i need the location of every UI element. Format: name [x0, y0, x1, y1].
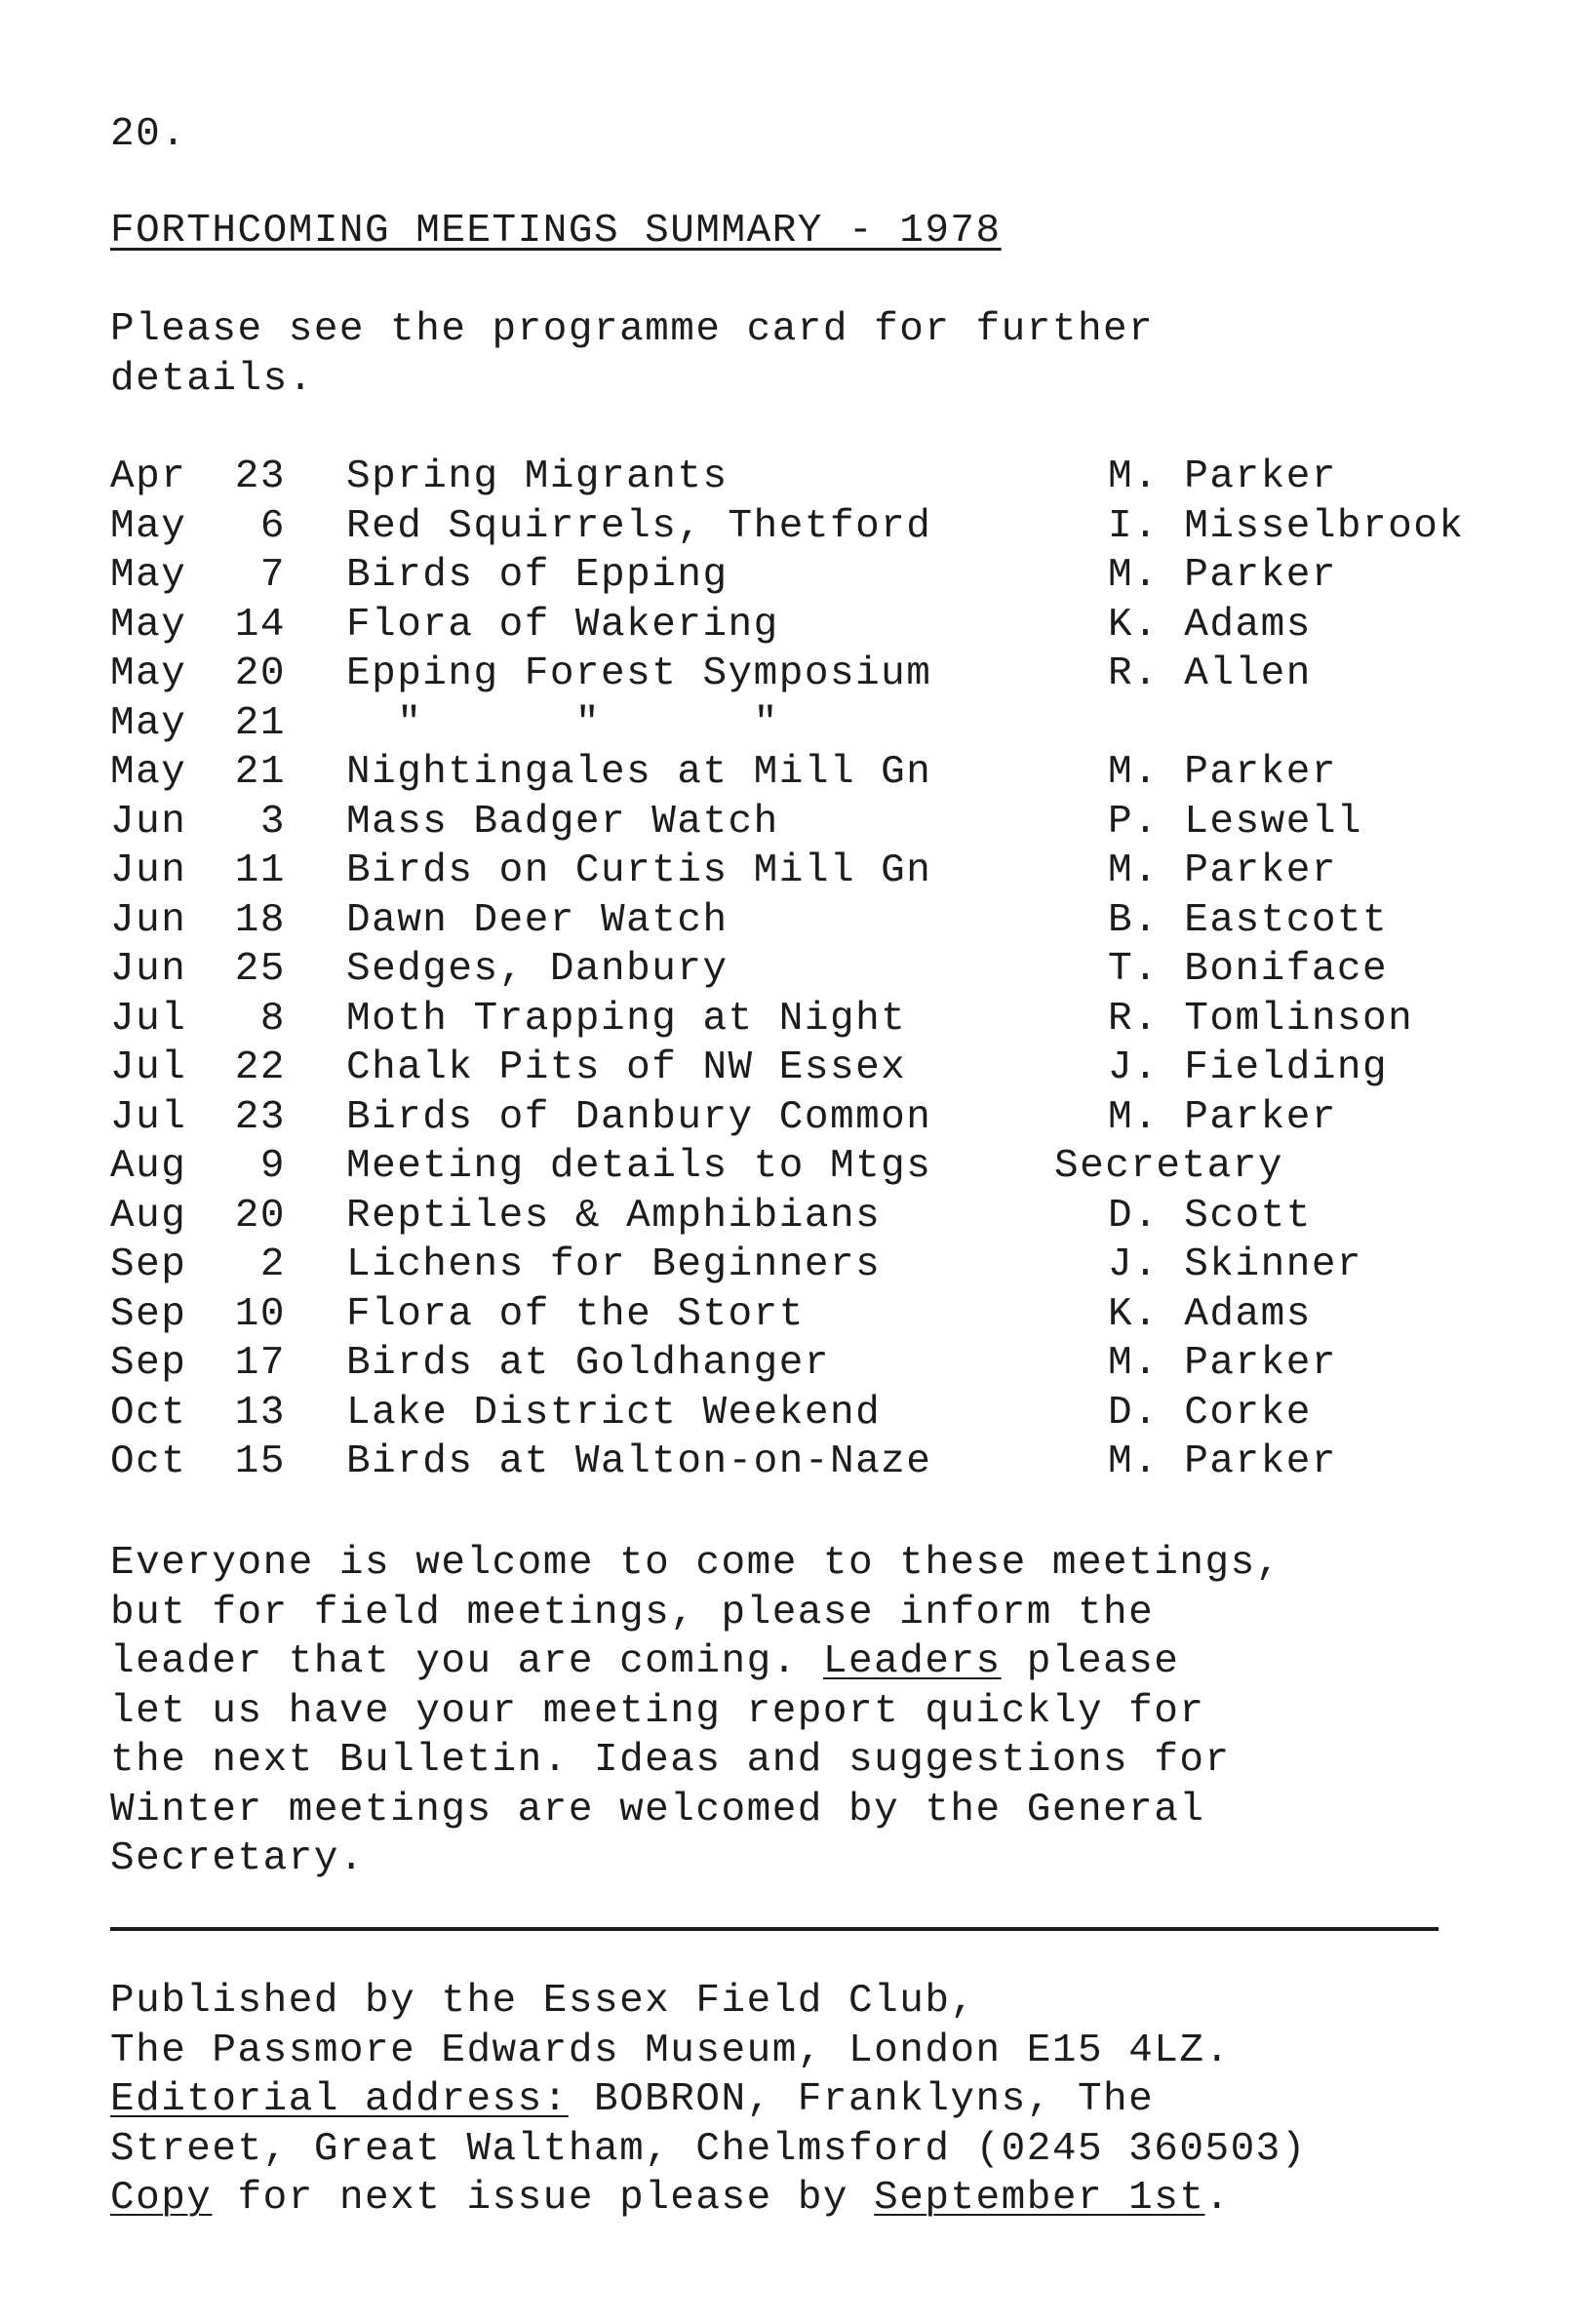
closing-text-1: Everyone is welcome to come to these meetings, but for field meetings, please inform the leader that you are coming. [110, 1541, 1281, 1684]
meeting-month: Jun [110, 947, 187, 992]
meeting-leader: J. Skinner [1108, 1242, 1363, 1287]
meeting-title: Spring Migrants [346, 454, 729, 499]
meeting-title: Nightingales at Mill Gn [346, 750, 932, 795]
meeting-leader: K. Adams [1108, 1291, 1312, 1337]
museum-address-line: The Passmore Edwards Museum, London E15 4LZ. [110, 2028, 1231, 2073]
meeting-title: Sedges, Danbury [346, 947, 729, 992]
meeting-day: 3 [259, 799, 286, 845]
meeting-leader: I. Misselbrook [1108, 503, 1465, 549]
meeting-month: May [110, 651, 187, 696]
page-number: 20. [110, 112, 187, 157]
copy-end: . [1204, 2176, 1231, 2221]
meeting-day: 22 [234, 1045, 286, 1090]
meeting-month: Sep [110, 1291, 187, 1337]
meeting-leader: K. Adams [1108, 602, 1312, 648]
meeting-day: 23 [234, 1094, 286, 1140]
meeting-month: Oct [110, 1390, 187, 1436]
leaders-underlined: Leaders [822, 1639, 1002, 1684]
meeting-leader: T. Boniface [1108, 947, 1389, 992]
meeting-month: Jul [110, 996, 187, 1042]
meeting-day: 25 [234, 947, 286, 992]
meeting-month: Sep [110, 1242, 187, 1287]
meeting-title: Reptiles & Amphibians [346, 1193, 882, 1239]
publisher-line: Published by the Essex Field Club, [110, 1979, 976, 2024]
meeting-leader: J. Fielding [1108, 1045, 1389, 1090]
meeting-month: Jun [110, 848, 187, 893]
meeting-title: Birds on Curtis Mill Gn [346, 848, 932, 893]
meeting-title: Mass Badger Watch [346, 799, 779, 845]
meeting-month: Jun [110, 897, 187, 943]
meeting-title: Red Squirrels, Thetford [346, 503, 932, 549]
section-divider [110, 1927, 1439, 1931]
meeting-leader: M. Parker [1108, 1439, 1337, 1484]
meeting-month: Jun [110, 799, 187, 845]
meeting-title: Meeting details to Mtgs [346, 1144, 932, 1189]
editorial-address-continued: Street, Great Waltham, Chelmsford (0245 360503) [110, 2126, 1307, 2172]
meeting-month: Aug [110, 1144, 187, 1189]
meeting-leader: Secretary [1054, 1144, 1283, 1189]
copy-label: Copy [110, 2176, 213, 2221]
meeting-title: Birds of Danbury Common [346, 1094, 932, 1140]
meeting-title: Lake District Weekend [346, 1390, 882, 1436]
meeting-leader: M. Parker [1108, 1094, 1337, 1140]
closing-text-2: please let us have your meeting report quickly for the next Bulletin. Ideas and suggestions for Winter meetings are welcomed by the General Secretary. [110, 1639, 1231, 1881]
editorial-address-label: Editorial address: [110, 2077, 569, 2122]
copy-deadline-date: September 1st [874, 2176, 1205, 2221]
meeting-month: Aug [110, 1193, 187, 1239]
meeting-day: 21 [234, 700, 286, 746]
meeting-month: Jul [110, 1045, 187, 1090]
meeting-day: 6 [259, 503, 286, 549]
publisher-footer [110, 1977, 1554, 2224]
meeting-day: 10 [234, 1291, 286, 1337]
page-title: FORTHCOMING MEETINGS SUMMARY - 1978 [110, 209, 1002, 254]
meeting-title: Chalk Pits of NW Essex [346, 1045, 907, 1090]
meeting-leader: R. Tomlinson [1108, 996, 1414, 1042]
editorial-address-line [110, 2075, 1554, 2125]
meeting-month: Oct [110, 1439, 187, 1484]
meeting-month: May [110, 700, 187, 746]
meeting-month: May [110, 503, 187, 549]
meeting-day: 13 [234, 1390, 286, 1436]
meeting-day: 17 [234, 1341, 286, 1386]
meeting-title: Birds at Walton-on-Naze [346, 1439, 932, 1484]
intro-paragraph: Please see the programme card for further details. [110, 307, 1155, 402]
meeting-leader: B. Eastcott [1108, 897, 1389, 943]
meeting-leader: R. Allen [1108, 651, 1312, 696]
meeting-leader: M. Parker [1108, 848, 1337, 893]
meeting-day: 20 [234, 651, 286, 696]
copy-text: for next issue please by [212, 2176, 875, 2221]
meeting-day: 11 [234, 848, 286, 893]
meeting-title: Flora of the Stort [346, 1291, 805, 1337]
meeting-title: " " " [346, 700, 779, 746]
meeting-title: Lichens for Beginners [346, 1242, 882, 1287]
meeting-title: Dawn Deer Watch [346, 897, 729, 943]
meeting-leader: D. Corke [1108, 1390, 1312, 1436]
meeting-leader: P. Leswell [1108, 799, 1363, 845]
meeting-day: 2 [259, 1242, 286, 1287]
meeting-leader: M. Parker [1108, 750, 1337, 795]
meeting-day: 7 [259, 553, 286, 598]
meeting-leader: M. Parker [1108, 553, 1337, 598]
meeting-day: 14 [234, 602, 286, 648]
meeting-month: Jul [110, 1094, 187, 1140]
meeting-month: May [110, 602, 187, 648]
editorial-address-value: BOBRON, Franklyns, The [568, 2077, 1155, 2122]
meeting-month: May [110, 750, 187, 795]
meeting-month: Apr [110, 454, 187, 499]
meeting-title: Birds at Goldhanger [346, 1341, 830, 1386]
meeting-leader: M. Parker [1108, 454, 1337, 499]
meeting-leader: D. Scott [1108, 1193, 1312, 1239]
meeting-day: 20 [234, 1193, 286, 1239]
meeting-leader: M. Parker [1108, 1341, 1337, 1386]
meeting-title: Moth Trapping at Night [346, 996, 907, 1042]
meeting-title: Flora of Wakering [346, 602, 779, 648]
meeting-day: 15 [234, 1439, 286, 1484]
closing-paragraph [110, 1539, 1515, 1884]
meeting-title: Epping Forest Symposium [346, 651, 932, 696]
meeting-day: 9 [259, 1144, 286, 1189]
meeting-month: Sep [110, 1341, 187, 1386]
meeting-title: Birds of Epping [346, 553, 729, 598]
copy-deadline-line [110, 2174, 1554, 2224]
meeting-day: 23 [234, 454, 286, 499]
meeting-day: 8 [259, 996, 286, 1042]
meeting-month: May [110, 553, 187, 598]
meeting-day: 21 [234, 750, 286, 795]
meeting-day: 18 [234, 897, 286, 943]
